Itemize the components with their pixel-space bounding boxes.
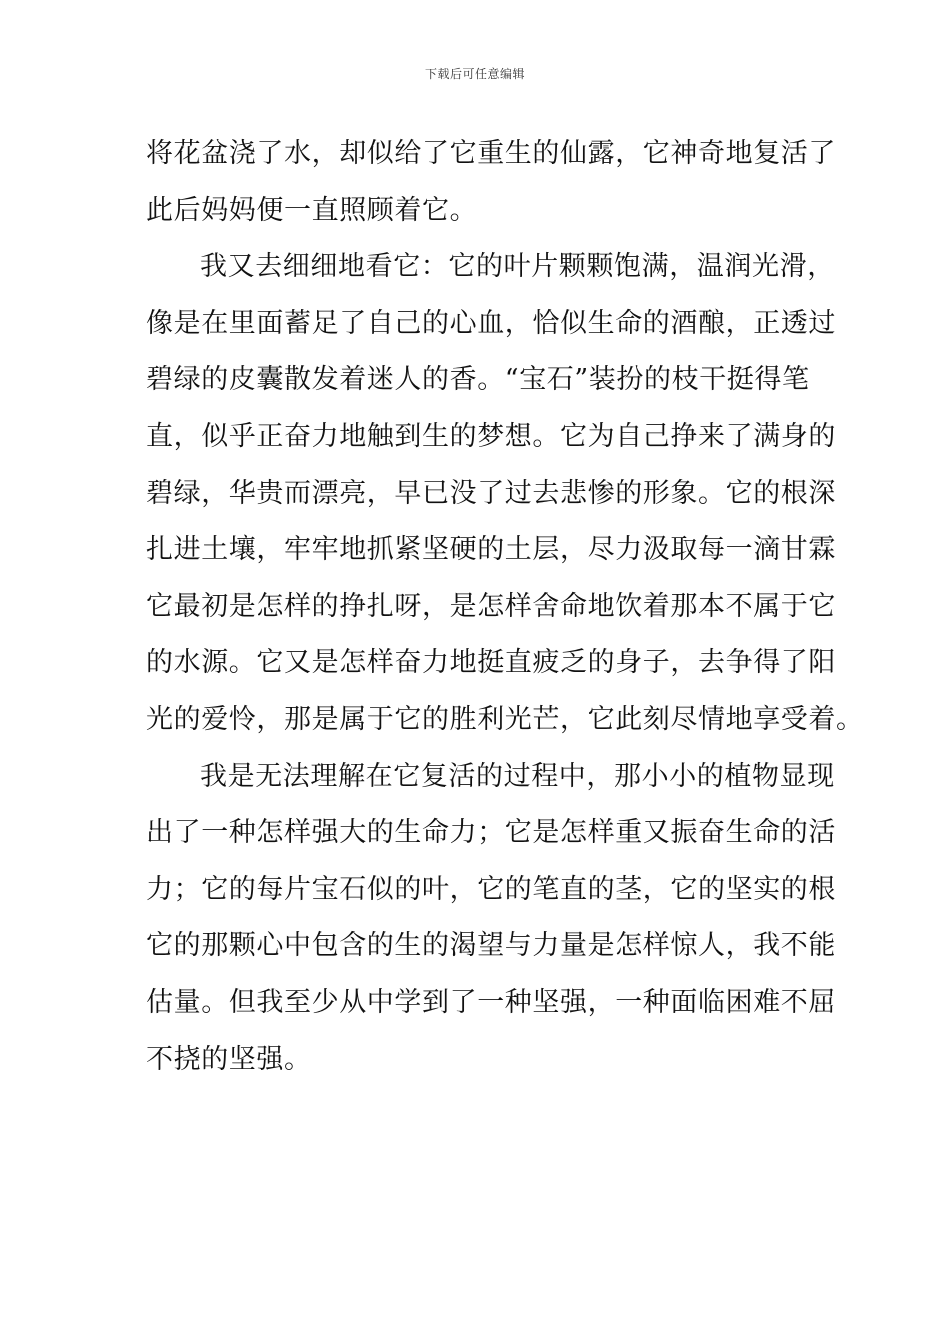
- text-line: 不挠的坚强。: [146, 1043, 312, 1075]
- header-note: 下载后可任意编辑: [424, 67, 525, 81]
- text-line: 出了一种怎样强大的生命力；它是怎样重又振奋生命的活: [146, 817, 836, 849]
- text-line: 此后妈妈便一直照顾着它。: [146, 194, 478, 226]
- text-line: 力；它的每片宝石似的叶，它的笔直的茎，它的坚实的根: [146, 873, 836, 905]
- text-line: 扎进土壤，牢牢地抓紧坚硬的土层，尽力汲取每一滴甘霖: [146, 534, 836, 566]
- text-line: 像是在里面蓄足了自己的心血，恰似生命的酒酿，正透过: [146, 307, 836, 339]
- text-line: 的水源。它又是怎样奋力地挺直疲乏的身子，去争得了阳: [146, 647, 836, 679]
- text-line: 估量。但我至少从中学到了一种坚强，一种面临困难不屈: [146, 986, 836, 1018]
- body-text: [146, 126, 864, 1088]
- text-line: 将花盆浇了水，却似给了它重生的仙露，它神奇地复活了: [146, 138, 836, 169]
- text-line: 它最初是怎样的挣扎呀，是怎样舍命地饮着那本不属于它: [146, 590, 836, 622]
- text-line: 我又去细细地看它：它的叶片颗颗饱满，温润光滑，: [200, 251, 835, 283]
- text-line: 光的爱怜，那是属于它的胜利光芒，它此刻尽情地享受着。: [146, 703, 864, 735]
- text-line: 碧绿，华贵而漂亮，早已没了过去悲惨的形象。它的根深: [146, 477, 836, 509]
- text-line: 它的那颗心中包含的生的渴望与力量是怎样惊人，我不能: [146, 930, 836, 962]
- text-line: 碧绿的皮囊散发着迷人的香。“宝石”装扮的枝干挺得笔: [146, 364, 810, 396]
- text-line: 我是无法理解在它复活的过程中，那小小的植物显现: [200, 760, 835, 792]
- text-line: 直，似乎正奋力地触到生的梦想。它为自己挣来了满身的: [146, 420, 836, 452]
